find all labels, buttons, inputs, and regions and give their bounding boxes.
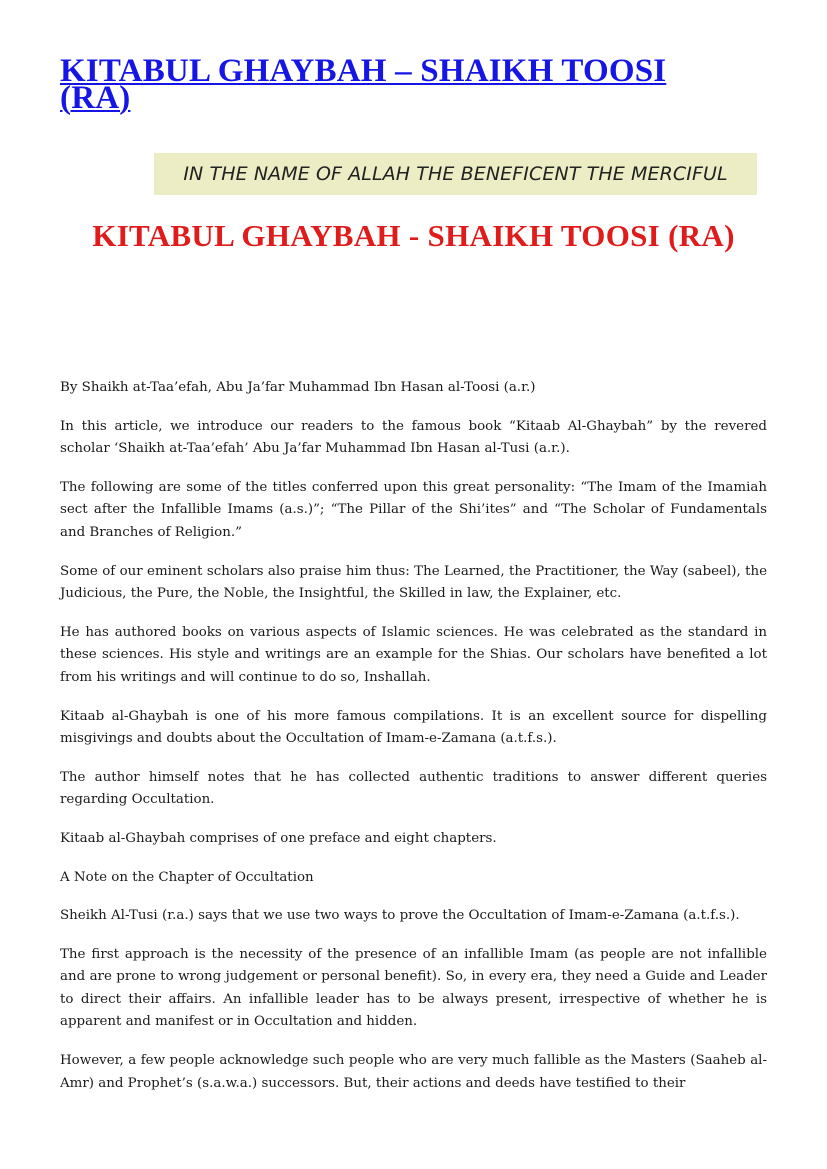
paragraph: Kitaab al-Ghaybah comprises of one preface and eight chapters.: [60, 830, 497, 846]
bismillah-banner: [154, 153, 757, 195]
paragraph: The first approach is the necessity of the presence of an infallible Imam (as people are not infallible and are prone to wrong judgement or personal benefit). So, in every era, they need a Guide and Leader to direct their affairs. An infallible leader has to be always present, irrespective of whether he is apparent and manifest or in Occultation and hidden.: [60, 946, 767, 1030]
section-heading: A Note on the Chapter of Occultation: [60, 869, 314, 885]
paragraph: He has authored books on various aspects of Islamic sciences. He was celebrated as the standard in these sciences. His style and writings are an example for the Shias. Our scholars have benefited a lot from his writings and will continue to do so, Inshallah.: [60, 624, 767, 685]
paragraph: However, a few people acknowledge such people who are very much fallible as the Masters (Saaheb al-Amr) and Prophet’s (s.a.w.a.) successors. But, their actions and deeds have testified to their: [60, 1053, 767, 1091]
paragraph: Some of our eminent scholars also praise him thus: The Learned, the Practitioner, the Way (sabeel), the Judicious, the Pure, the Noble, the Insightful, the Skilled in law, the Explainer, etc.: [60, 563, 767, 602]
bismillah-text: IN THE NAME OF ALLAH THE BENEFICENT THE MERCIFUL: [183, 163, 728, 185]
paragraph: Kitaab al-Ghaybah is one of his more famous compilations. It is an excellent source for dispelling misgivings and doubts about the Occultation of Imam-e-Zamana (a.t.f.s.).: [60, 708, 767, 747]
paragraph: The following are some of the titles conferred upon this great personality: “The Imam of the Imamiah sect after the Infallible Imams (a.s.)”; “The Pillar of the Shi’ites” and “The Scholar of Fundamentals and Branches of Religion.”: [60, 479, 767, 540]
paragraph: Sheikh Al-Tusi (r.a.) says that we use two ways to prove the Occultation of Imam-e-Zamana (a.t.f.s.).: [60, 908, 740, 924]
document-title-link[interactable]: KITABUL GHAYBAH – SHAIKH TOOSI (RA): [60, 53, 667, 116]
article-body: [60, 377, 767, 1111]
paragraph-author: By Shaikh at-Taa’efah, Abu Ja’far Muhammad Ibn Hasan al-Toosi (a.r.): [60, 380, 536, 395]
paragraph: In this article, we introduce our readers to the famous book “Kitaab Al-Ghaybah” by the revered scholar ‘Shaikh at-Taa’efah’ Abu Ja’far Muhammad Ibn Hasan al-Tusi (a.r.).: [60, 418, 767, 457]
paragraph: The author himself notes that he has collected authentic traditions to answer different queries regarding Occultation.: [60, 769, 767, 808]
main-heading: KITABUL GHAYBAH - SHAIKH TOOSI (RA): [92, 218, 735, 253]
